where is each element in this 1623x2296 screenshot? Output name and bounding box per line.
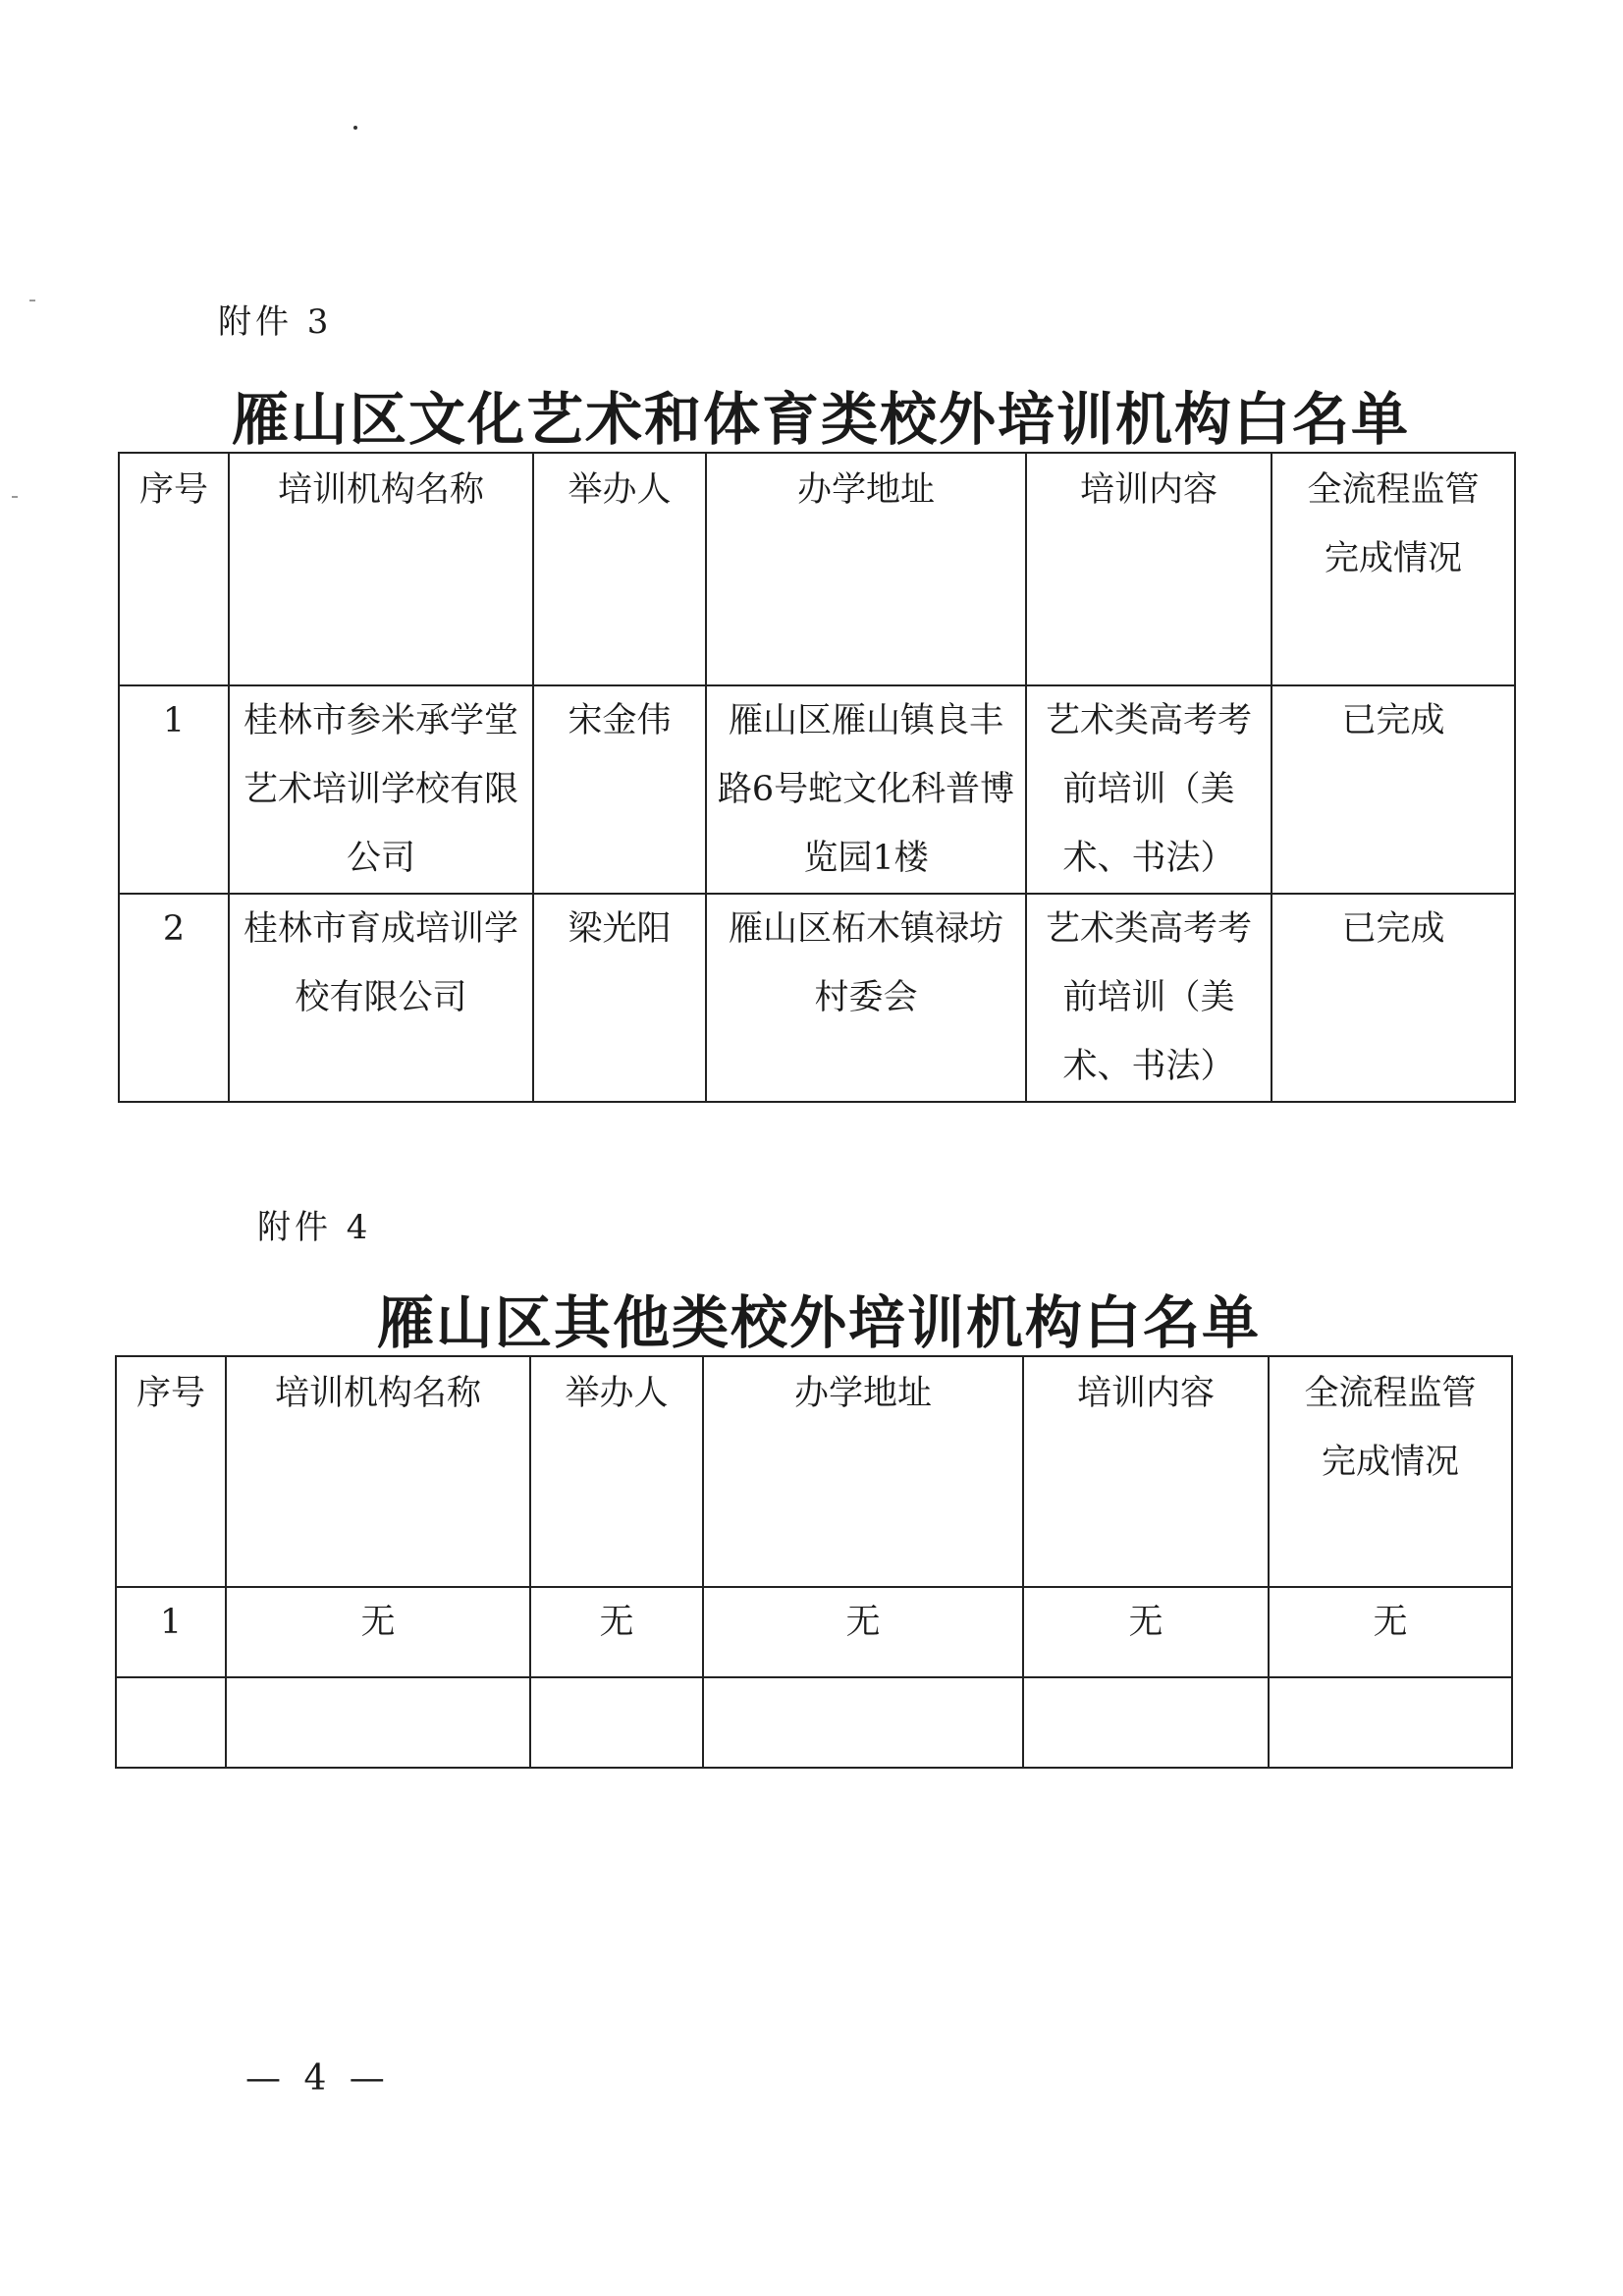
cell-org-name: 桂林市参米承学堂艺术培训学校有限公司: [229, 685, 533, 894]
header-content: 培训内容: [1023, 1356, 1269, 1587]
page-number: — 4 —: [245, 2058, 391, 2099]
cell-address: [703, 1677, 1023, 1768]
attachment3-table: [118, 452, 1516, 1103]
cell-address: 无: [703, 1587, 1023, 1677]
cell-content: 无: [1023, 1587, 1269, 1677]
cell-seq: 1: [116, 1587, 226, 1677]
cell-organizer: 宋金伟: [533, 685, 706, 894]
table-row: [119, 894, 1515, 1102]
header-supervision: 全流程监管完成情况: [1271, 453, 1515, 685]
attachment4-table: [115, 1355, 1513, 1769]
table-row: [116, 1677, 1512, 1768]
header-org-name: 培训机构名称: [229, 453, 533, 685]
header-content: 培训内容: [1026, 453, 1271, 685]
header-organizer: 举办人: [533, 453, 706, 685]
header-seq: 序号: [116, 1356, 226, 1587]
cell-seq: 1: [119, 685, 229, 894]
header-seq: 序号: [119, 453, 229, 685]
table-header-row: [116, 1356, 1512, 1587]
table-header-row: [119, 453, 1515, 685]
cell-content: 艺术类高考考前培训（美术、书法）: [1026, 894, 1271, 1102]
cell-org-name: 桂林市育成培训学校有限公司: [229, 894, 533, 1102]
cell-supervision: 已完成: [1271, 685, 1515, 894]
cell-organizer: [530, 1677, 703, 1768]
scan-speck: [353, 126, 357, 130]
header-organizer: 举办人: [530, 1356, 703, 1587]
cell-org-name: 无: [226, 1587, 530, 1677]
cell-seq: 2: [119, 894, 229, 1102]
cell-content: 艺术类高考考前培训（美术、书法）: [1026, 685, 1271, 894]
scan-edge-mark: [12, 496, 18, 498]
header-org-name: 培训机构名称: [226, 1356, 530, 1587]
table-row: [119, 685, 1515, 894]
cell-supervision: [1269, 1677, 1512, 1768]
cell-supervision: 已完成: [1271, 894, 1515, 1102]
attachment3-label: 附件 3: [218, 302, 333, 342]
header-address: 办学地址: [706, 453, 1026, 685]
table-row: [116, 1587, 1512, 1677]
header-supervision: 全流程监管完成情况: [1269, 1356, 1512, 1587]
cell-address: 雁山区柘木镇禄坊村委会: [706, 894, 1026, 1102]
cell-address: 雁山区雁山镇良丰路6号蛇文化科普博览园1楼: [706, 685, 1026, 894]
header-address: 办学地址: [703, 1356, 1023, 1587]
cell-supervision: 无: [1269, 1587, 1512, 1677]
cell-organizer: 无: [530, 1587, 703, 1677]
cell-org-name: [226, 1677, 530, 1768]
cell-seq: [116, 1677, 226, 1768]
attachment4-title: 雁山区其他类校外培训机构白名单: [377, 1289, 1262, 1356]
cell-content: [1023, 1677, 1269, 1768]
attachment3-title: 雁山区文化艺术和体育类校外培训机构白名单: [232, 386, 1411, 453]
scan-edge-mark: [29, 300, 35, 301]
attachment4-label: 附件 4: [257, 1208, 372, 1247]
cell-organizer: 梁光阳: [533, 894, 706, 1102]
